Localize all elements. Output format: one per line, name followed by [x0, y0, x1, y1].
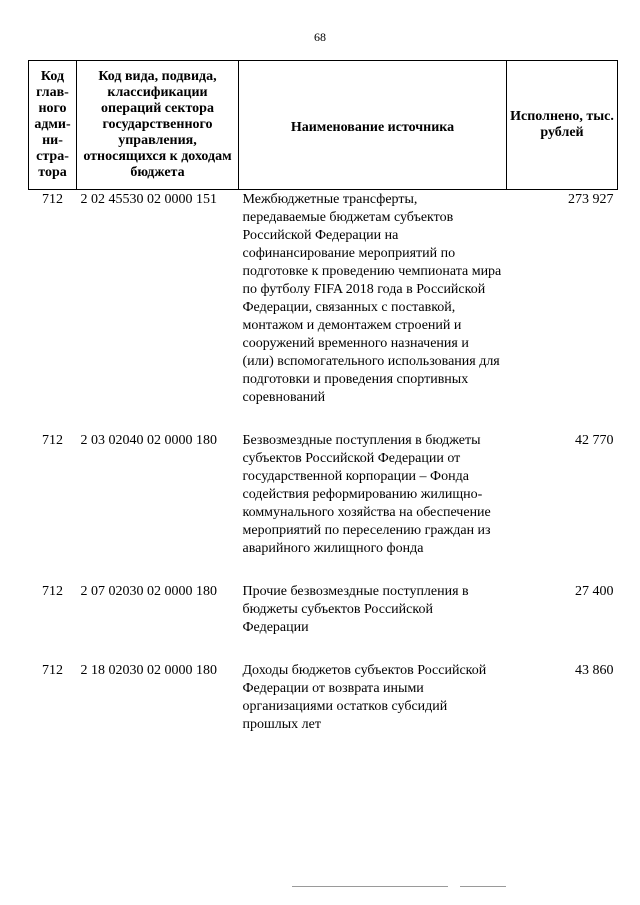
table-header-row — [29, 61, 618, 190]
amount-cell: 43 860 — [575, 663, 614, 678]
row-spacer — [29, 558, 618, 582]
amount-cell: 273 927 — [568, 192, 614, 207]
admin-code-cell: 712 — [42, 584, 63, 599]
source-name-cell: Межбюджетные трансферты, передаваемые бюджетам субъектов Российской Федерации на софинансирование мероприятий по подготовке к проведению чемпионата мира по футболу FIFA 2018 года в Российской Федерации, связанных с поставкой, монтажом и демонтажем строений и сооружений временного назначения и (или) вспомогательного использования для подготовки и проведения спортивных соревнований — [242, 192, 502, 405]
table-row — [29, 582, 618, 637]
row-spacer — [29, 637, 618, 661]
source-name-cell: Прочие безвозмездные поступления в бюджеты субъектов Российской Федерации — [242, 584, 469, 635]
header-classification-code: Код вида, подвида, классификации операций сектора государственного управления, относящихся к доходам бюджета — [77, 61, 239, 190]
admin-code-cell: 712 — [42, 433, 63, 448]
source-name-cell: Доходы бюджетов субъектов Российской Федерации от возврата иными организациями остатков субсидий прошлых лет — [242, 663, 487, 732]
admin-code-cell: 712 — [42, 663, 63, 678]
source-name-cell: Безвозмездные поступления в бюджеты субъектов Российской Федерации от государственной корпорации – Фонда содействия реформированию жилищно-коммунального хозяйства на обеспечение мероприятий по переселению граждан из аварийного жилищного фонда — [242, 433, 491, 556]
table-row — [29, 190, 618, 408]
scan-edge-line — [292, 886, 448, 887]
classification-code-cell: 2 02 45530 02 0000 151 — [80, 192, 217, 207]
header-executed: Исполнено, тыс. рублей — [507, 61, 618, 190]
budget-revenue-table — [28, 60, 618, 734]
classification-code-cell: 2 03 02040 02 0000 180 — [80, 433, 217, 448]
header-source-name: Наименование источника — [239, 61, 507, 190]
scan-edge-line — [460, 886, 506, 887]
row-spacer — [29, 407, 618, 431]
header-admin-code: Код глав-ного адми-ни-стра-тора — [29, 61, 77, 190]
table-row — [29, 431, 618, 558]
classification-code-cell: 2 18 02030 02 0000 180 — [80, 663, 217, 678]
amount-cell: 27 400 — [575, 584, 614, 599]
page-number: 68 — [314, 30, 326, 44]
table-row — [29, 661, 618, 734]
amount-cell: 42 770 — [575, 433, 614, 448]
admin-code-cell: 712 — [42, 192, 63, 207]
classification-code-cell: 2 07 02030 02 0000 180 — [80, 584, 217, 599]
